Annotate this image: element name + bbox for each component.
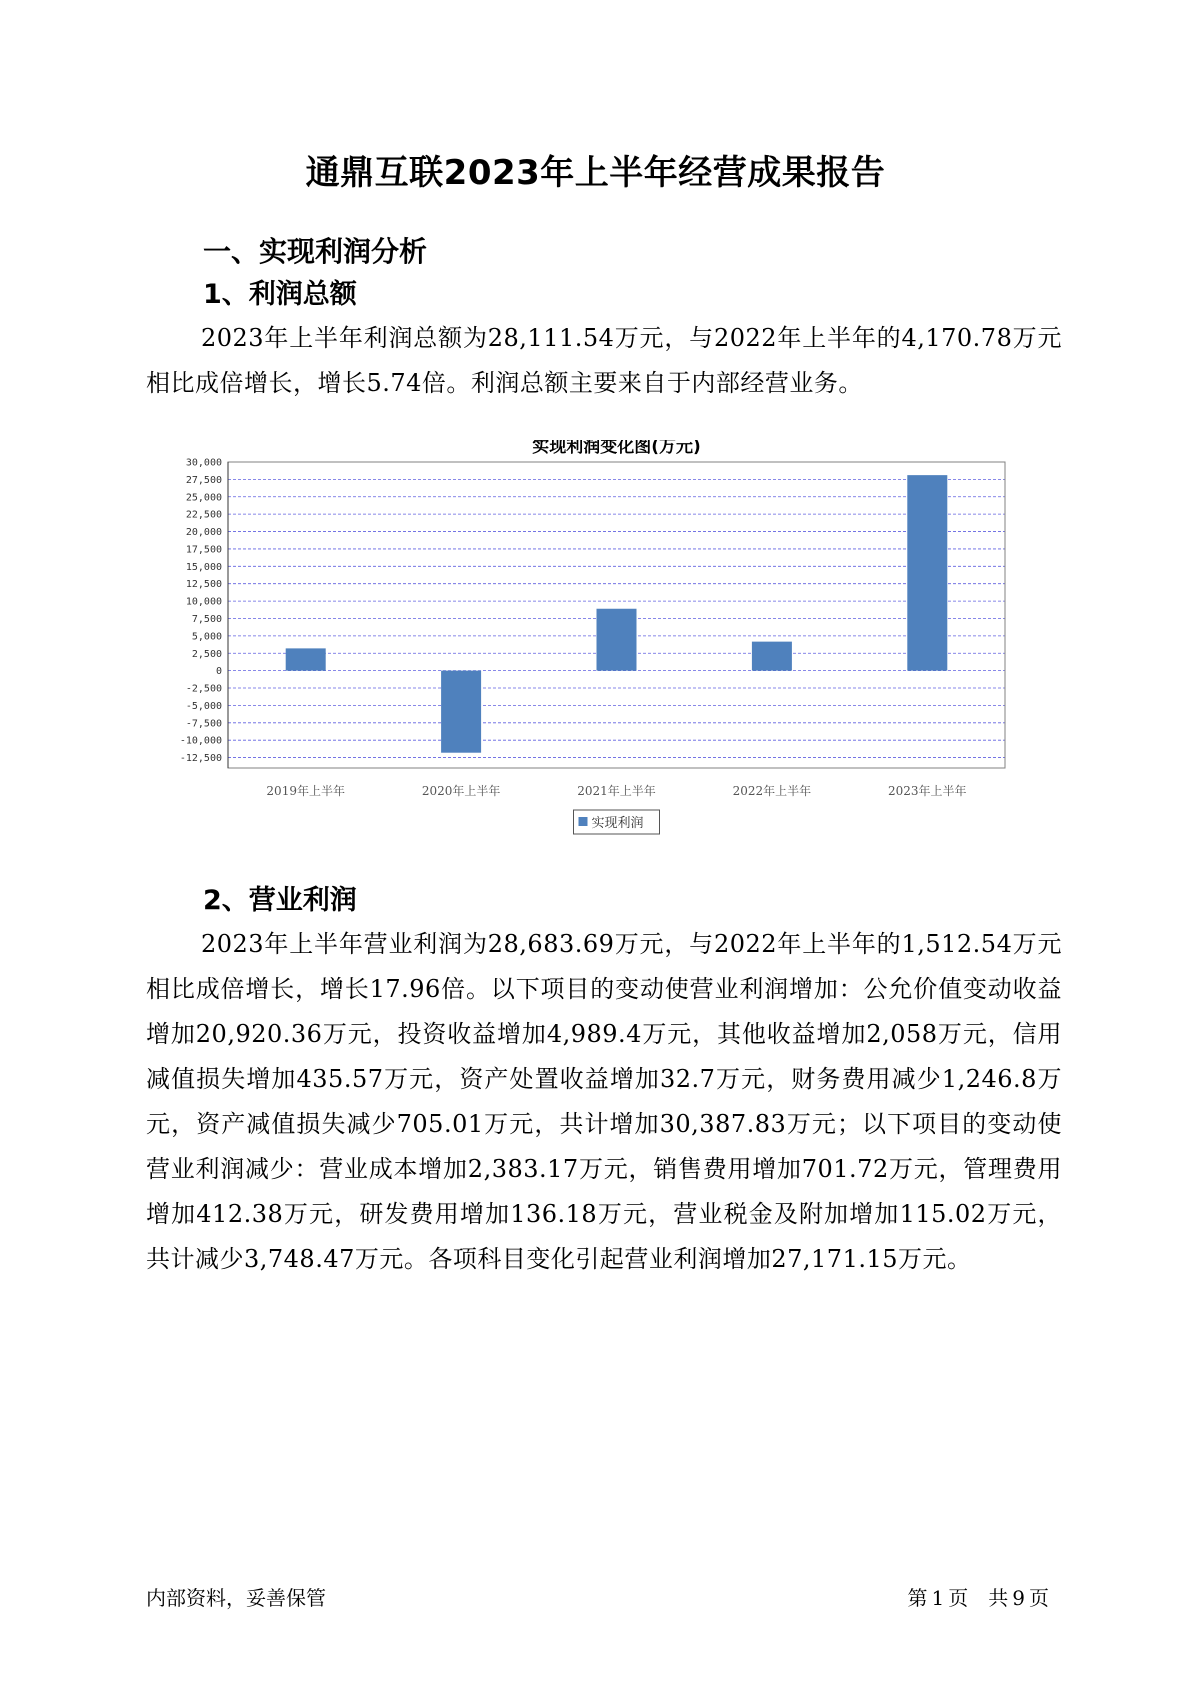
y-tick-label: 25,000 (185, 492, 222, 504)
legend-swatch (579, 817, 588, 826)
y-tick-label: 5,000 (191, 631, 222, 643)
y-tick-label: 2,500 (191, 648, 222, 660)
legend-label: 实现利润 (591, 816, 644, 831)
x-tick-label: 2019年上半年 (266, 784, 345, 798)
page-suffix: 页 (1029, 1586, 1049, 1610)
page-total: 9 (1012, 1586, 1025, 1610)
page-mid: 页 共 (948, 1586, 1009, 1610)
bar-5 (907, 475, 947, 671)
page-current: 1 (931, 1586, 945, 1610)
y-tick-label: 7,500 (191, 613, 222, 625)
y-tick-label: 15,000 (185, 561, 222, 573)
bar-3 (597, 609, 637, 671)
y-tick-label: -7,500 (185, 718, 222, 730)
bar-4 (752, 642, 792, 671)
y-tick-label: 30,000 (185, 457, 222, 469)
footer-page-number (906, 1582, 1051, 1611)
page-prefix: 第 (907, 1586, 928, 1610)
x-tick-label: 2021年上半年 (577, 784, 656, 798)
footer-confidential-note: 内部资料，妥善保管 (146, 1586, 326, 1610)
chart-title: 实现利润变化图(万元) (532, 440, 701, 457)
paragraph-total-profit: 2023年上半年利润总额为28,111.54万元，与2022年上半年的4,170.78万元相比成倍增长，增长5.74倍。利润总额主要来自于内部经营业务。 (146, 324, 1062, 397)
document-title: 通鼎互联2023年上半年经营成果报告 (305, 153, 886, 193)
section-heading-profit-analysis: 一、实现利润分析 (203, 235, 428, 268)
y-tick-label: -12,500 (179, 753, 222, 765)
x-tick-label: 2022年上半年 (732, 784, 812, 798)
y-tick-label: 27,500 (185, 474, 222, 486)
x-tick-label: 2023年上半年 (888, 784, 967, 798)
y-tick-label: 17,500 (185, 544, 222, 556)
bar-1 (286, 648, 326, 670)
subheading-operating-profit: 2、营业利润 (203, 885, 357, 916)
y-tick-label: 12,500 (185, 579, 222, 591)
subheading-total-profit: 1、利润总额 (203, 279, 357, 310)
y-tick-label: 10,000 (185, 596, 222, 608)
y-tick-label: -5,000 (185, 700, 222, 712)
x-tick-label: 2020年上半年 (421, 784, 501, 798)
y-tick-label: -2,500 (185, 683, 222, 695)
y-tick-label: 22,500 (185, 509, 222, 521)
y-tick-label: -10,000 (179, 735, 222, 747)
bar-2 (441, 671, 481, 753)
paragraph-operating-profit: 2023年上半年营业利润为28,683.69万元，与2022年上半年的1,512.54万元相比成倍增长，增长17.96倍。以下项目的变动使营业利润增加：公允价值变动收益增加20,920.36万元，投资收益增加4,989.4万元，其他收益增加2,058万元，信用减值损失增加435.57万元，资产处置收益增加32.7万元，财务费用减少1,246.8万元，资产减值损失减少705.01万元，共计增加30,387.83万元；以下项目的变动使营业利润减少：营业成本增加2,383.17万元，销售费用增加701.72万元，管理费用增加412.38万元，研发费用增加136.18万元，营业税金及附加增加115.02万元，共计减少3,748.47万元。各项科目变化引起营业利润增加27,171.15万元。 (146, 930, 1062, 1273)
profit-chart (150, 440, 1030, 910)
y-tick-label: 0 (215, 666, 222, 678)
y-tick-label: 20,000 (185, 527, 222, 539)
profit-bar-chart (150, 440, 1030, 910)
